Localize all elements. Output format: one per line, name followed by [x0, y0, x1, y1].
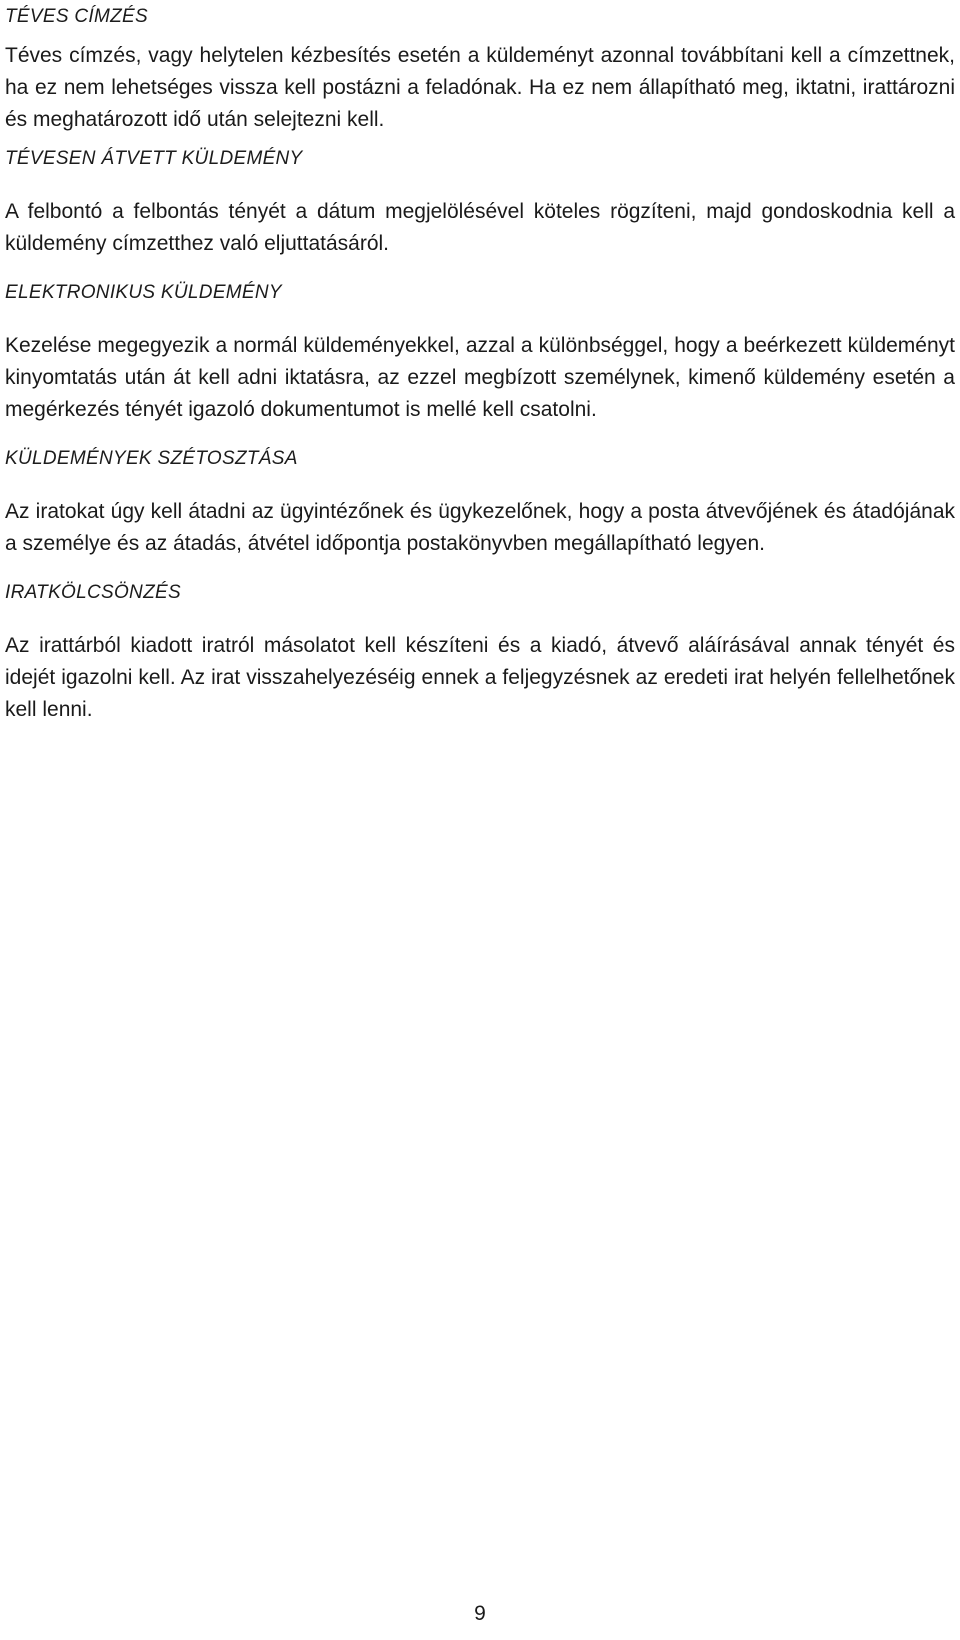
section-body-elektronikus: Kezelése megegyezik a normál küldeményekkel, azzal a különbséggel, hogy a beérkezett küldeményt kinyomtatás után át kell adni iktatásra, az ezzel megbízott személynek, kimenő küldemény esetén a megérkezés tényét igazoló dokumentumot is mellé kell csatolni. — [5, 334, 955, 421]
section-body-szetosztas: Az iratokat úgy kell átadni az ügyintézőnek és ügykezelőnek, hogy a posta átvevőjének és átadójának a személye és az átadás, átvétel időpontja postakönyvben megállapítható legyen. — [5, 500, 955, 555]
section-heading-tevesen-atvett: TÉVESEN ÁTVETT KÜLDEMÉNY — [5, 148, 303, 169]
page-number: 9 — [474, 1602, 486, 1625]
section-body-tevesen-atvett: A felbontó a felbontás tényét a dátum megjelölésével köteles rögzíteni, majd gondoskodnia kell a küldemény címzetthez való eljuttatásáról. — [5, 200, 955, 255]
section-heading-elektronikus: ELEKTRONIKUS KÜLDEMÉNY — [5, 282, 282, 303]
section-heading-iratkolcsonzes: IRATKÖLCSÖNZÉS — [5, 582, 181, 603]
document-body — [5, 4, 955, 726]
section-body-iratkolcsonzes: Az irattárból kiadott iratról másolatot kell készíteni és a kiadó, átvevő aláírásával annak tényét és idejét igazolni kell. Az irat visszahelyezéséig ennek a feljegyzésnek az eredeti irat helyén fellelhetőnek kell lenni. — [5, 634, 955, 721]
section-heading-teves-cimzes: TÉVES CÍMZÉS — [5, 6, 148, 27]
section-body-teves-cimzes: Téves címzés, vagy helytelen kézbesítés esetén a küldeményt azonnal továbbítani kell a címzettnek, ha ez nem lehetséges vissza kell postázni a feladónak. Ha ez nem állapítható meg, iktatni, irattározni és meghatározott idő után selejtezni kell. — [5, 44, 955, 131]
section-heading-szetosztas: KÜLDEMÉNYEK SZÉTOSZTÁSA — [5, 448, 298, 469]
